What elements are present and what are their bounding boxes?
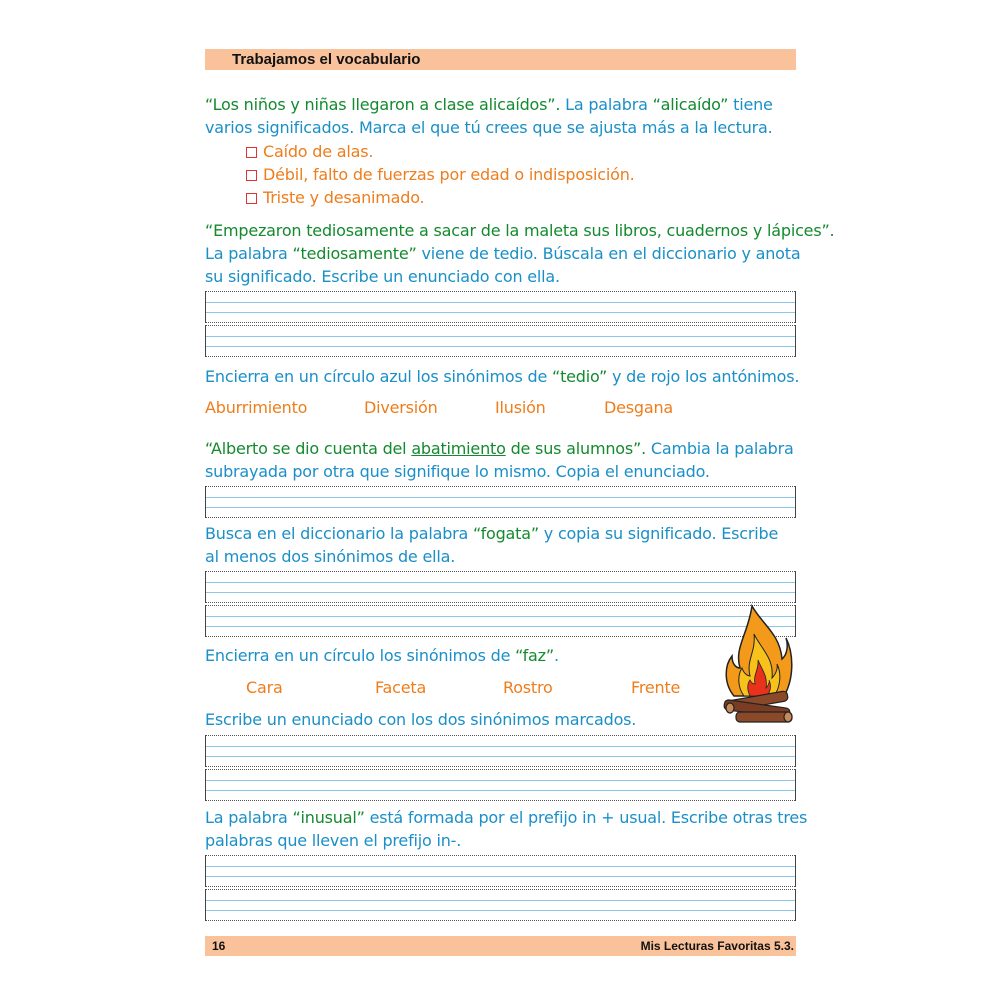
- page-title: Trabajamos el vocabulario: [232, 51, 421, 68]
- q1-line2: varios significados. Marca el que tú crees que se ajusta más a la lectura.: [205, 118, 773, 137]
- q2-line3: su significado. Escribe un enunciado con ella.: [205, 267, 560, 286]
- q6-text-a: Encierra en un círculo los sinónimos de: [205, 646, 516, 665]
- q1-quote: “Los niños y niñas llegaron a clase alicaídos”.: [205, 95, 561, 114]
- checkbox-icon[interactable]: [246, 170, 257, 181]
- q3-word-option[interactable]: Desgana: [604, 398, 674, 417]
- q5-line1: [205, 522, 778, 545]
- q6-word-option[interactable]: Rostro: [503, 678, 553, 697]
- q1-line1: [205, 93, 773, 116]
- q3-word-option[interactable]: Aburrimiento: [205, 398, 308, 417]
- q5-text-a: Busca en el diccionario la palabra: [205, 524, 474, 543]
- q2-word: “tediosamente”: [292, 244, 417, 263]
- writing-line[interactable]: [205, 735, 796, 767]
- q3-word-option[interactable]: Diversión: [364, 398, 438, 417]
- q1-word: “alicaído”: [652, 95, 729, 114]
- writing-line[interactable]: [205, 889, 796, 921]
- q4-text-a: Cambia la palabra: [645, 439, 794, 458]
- q3-word-option[interactable]: Ilusión: [495, 398, 546, 417]
- q3-line1: [205, 365, 799, 388]
- q1-option-2-label: Débil, falto de fuerzas por edad o indisposición.: [263, 165, 635, 184]
- q4-line2: subrayada por otra que signifique lo mismo. Copia el enunciado.: [205, 462, 710, 481]
- writing-line[interactable]: [205, 769, 796, 801]
- checkbox-icon[interactable]: [246, 147, 257, 158]
- q6-word: “faz”: [515, 646, 554, 665]
- q5-word: “fogata”: [473, 524, 539, 543]
- q8-line2: palabras que lleven el prefijo in-.: [205, 831, 462, 850]
- q5-text-b: y copia su significado. Escribe: [538, 524, 779, 543]
- q1-text-b: tiene: [728, 95, 773, 114]
- q7-line1: Escribe un enunciado con los dos sinónimos marcados.: [205, 710, 637, 729]
- checkbox-icon[interactable]: [246, 193, 257, 204]
- writing-line[interactable]: [205, 855, 796, 887]
- q2-line2: [205, 242, 800, 265]
- q3-text-a: Encierra en un círculo azul los sinónimos de: [205, 367, 552, 386]
- q3-word: “tedio”: [551, 367, 608, 386]
- q2-text-b: viene de tedio. Búscala en el diccionario y anota: [416, 244, 801, 263]
- q1-option-1-label: Caído de alas.: [263, 142, 374, 161]
- book-title: Mis Lecturas Favoritas 5.3.: [640, 939, 794, 953]
- q1-option-1[interactable]: [246, 140, 373, 163]
- q8-line1: [205, 806, 807, 829]
- q2-text-a: La palabra: [205, 244, 293, 263]
- q6-word-option[interactable]: Cara: [246, 678, 283, 697]
- q4-quote-a: “Alberto se dio cuenta del: [205, 439, 412, 458]
- q4-underlined-word: abatimiento: [411, 439, 506, 458]
- q6-line1: [205, 644, 559, 667]
- writing-line[interactable]: [205, 571, 796, 603]
- q6-word-option[interactable]: Frente: [631, 678, 681, 697]
- q3-text-b: y de rojo los antónimos.: [607, 367, 800, 386]
- q8-text-b: está formada por el prefijo in + usual. Escribe otras tres: [364, 808, 808, 827]
- q1-option-3[interactable]: [246, 186, 424, 209]
- page-number: 16: [212, 939, 226, 953]
- q5-line2: al menos dos sinónimos de ella.: [205, 547, 456, 566]
- q1-option-3-label: Triste y desanimado.: [263, 188, 425, 207]
- writing-line[interactable]: [205, 486, 796, 518]
- q1-text-a: La palabra: [560, 95, 653, 114]
- q8-word: “inusual”: [292, 808, 365, 827]
- q2-quote: “Empezaron tediosamente a sacar de la maleta sus libros, cuadernos y lápices”.: [205, 221, 835, 240]
- writing-line[interactable]: [205, 605, 796, 637]
- writing-line[interactable]: [205, 291, 796, 323]
- q6-text-b: .: [553, 646, 559, 665]
- q6-word-option[interactable]: Faceta: [375, 678, 427, 697]
- writing-line[interactable]: [205, 325, 796, 357]
- q8-text-a: La palabra: [205, 808, 293, 827]
- campfire-icon: [722, 604, 794, 726]
- q1-option-2[interactable]: [246, 163, 635, 186]
- q4-quote-b: de sus alumnos”.: [505, 439, 646, 458]
- q4-line1: [205, 437, 794, 460]
